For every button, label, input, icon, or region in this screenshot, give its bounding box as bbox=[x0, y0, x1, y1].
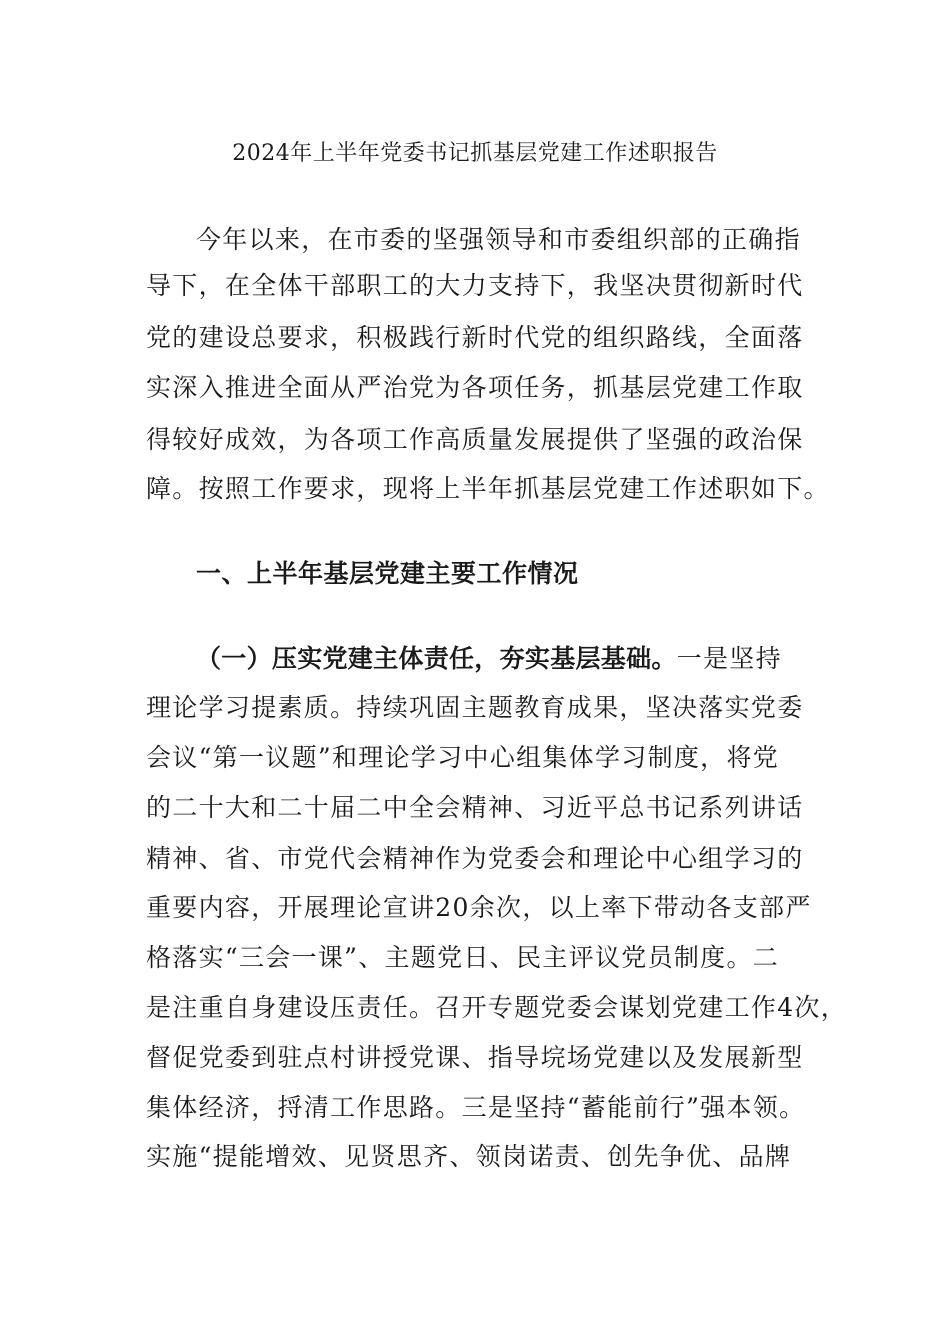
sub1-line-2: 会议“第一议题”和理论学习中心组集体学习制度，将党 bbox=[146, 743, 780, 772]
sub1-line-1: 理论学习提素质。持续巩固主题教育成果，坚决落实党委 bbox=[146, 693, 804, 722]
intro-line-2: 导下，在全体干部职工的大力支持下，我坚决贯彻新时代 bbox=[146, 271, 804, 300]
sub1-line-8: 督促党委到驻点村讲授党课、指导垸场党建以及发展新型 bbox=[146, 1043, 804, 1072]
section-heading-1: 一、上半年基层党建主要工作情况 bbox=[196, 559, 579, 588]
document-title: 2024年上半年党委书记抓基层党建工作述职报告 bbox=[232, 141, 718, 166]
sub1-line-10: 实施“提能增效、见贤思齐、领岗诺责、创先争优、品牌 bbox=[146, 1142, 792, 1171]
sub1-line-9: 集体经济，捋清工作思路。三是坚持“蓄能前行”强本领。 bbox=[146, 1093, 806, 1122]
sub1-first-rest: 一是坚持 bbox=[676, 644, 782, 673]
intro-line-1: 今年以来，在市委的坚强领导和市委组织部的正确指 bbox=[196, 225, 801, 254]
intro-line-4: 实深入推进全面从严治党为各项任务，抓基层党建工作取 bbox=[146, 373, 804, 402]
intro-line-3: 党的建设总要求，积极践行新时代党的组织路线，全面落 bbox=[146, 323, 804, 352]
sub1-line-4: 精神、省、市党代会精神作为党委会和理论中心组学习的 bbox=[146, 844, 804, 873]
intro-line-6: 障。按照工作要求，现将上半年抓基层党建工作述职如下。 bbox=[146, 474, 830, 503]
sub1-line-6: 格落实“三会一课”、主题党日、民主评议党员制度。二 bbox=[146, 943, 780, 972]
sub1-line-7: 是注重自身建设压责任。召开专题党委会谋划党建工作4次， bbox=[146, 993, 848, 1022]
intro-line-5: 得较好成效，为各项工作高质量发展提供了坚强的政治保 bbox=[146, 425, 804, 454]
sub1-line-3: 的二十大和二十届二中全会精神、习近平总书记系列讲话 bbox=[146, 793, 804, 822]
sub1-line-5: 重要内容，开展理论宣讲20余次，以上率下带动各支部严 bbox=[146, 893, 812, 922]
sub1-first-line bbox=[196, 642, 886, 676]
sub1-bold-lead: （一）压实党建主体责任，夯实基层基础。 bbox=[196, 644, 677, 673]
